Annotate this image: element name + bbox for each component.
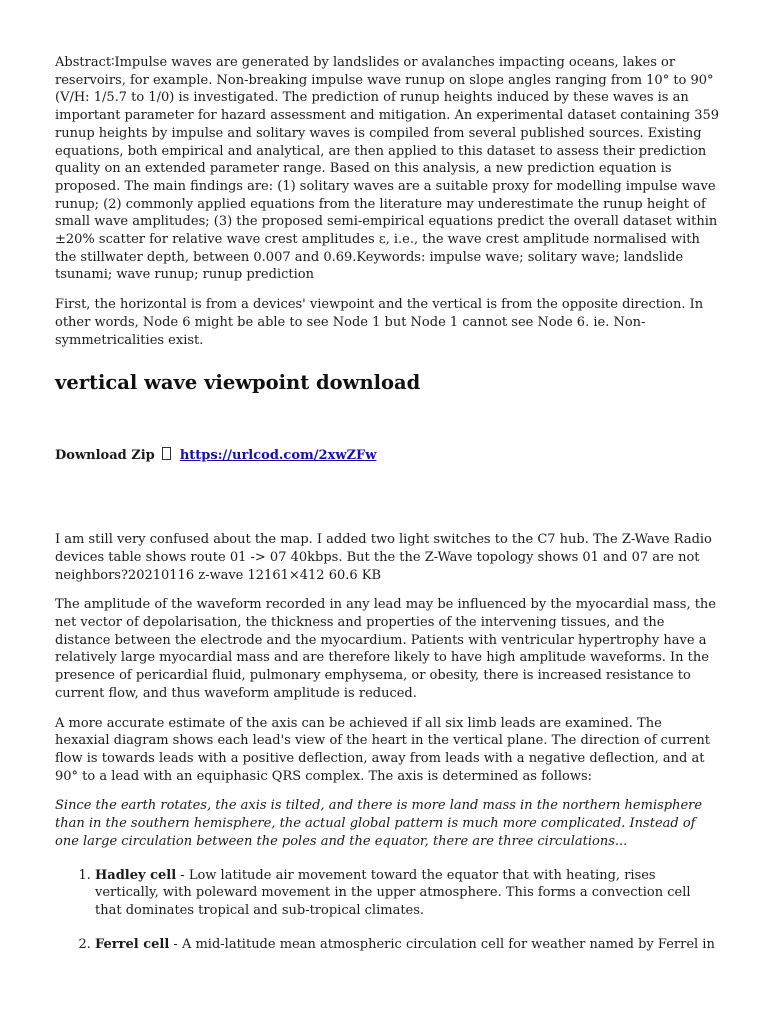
page-title: vertical wave viewpoint download <box>55 371 421 395</box>
download-link[interactable]: https://urlcod.com/2xwZFw <box>179 448 377 464</box>
map-paragraph: I am still very confused about the map. I added two light switches to the C7 hub. The Z-Wave Radio devices table shows route 01 -> 07 40kbps. But the the Z-Wave topology shows 01 and 07 are not neighbors?20210116 z-wave 12161×412 60.6 KB <box>55 532 712 583</box>
list-item <box>95 867 720 920</box>
list-item-term: Ferrel cell <box>95 936 170 952</box>
circulation-list <box>55 867 720 954</box>
abstract-paragraph: Abstract∶Impulse waves are generated by landslides or avalanches impacting oceans, lakes or reservoirs, for example. Non-breaking impulse wave runup on slope angles ranging from 10° to 90° (V/H: 1/5.7 to 1/0) is investigated. The prediction of runup heights induced by these waves is an important parameter for hazard assessment and mitigation. An experimental dataset containing 359 runup heights by impulse and solitary waves is compiled from several published sources. Existing equations, both empirical and analytical, are then applied to this dataset to assess their prediction quality on an extended parameter range. Based on this analysis, a new prediction equation is proposed. The main findings are: (1) solitary waves are a suitable proxy for modelling impulse wave runup; (2) commonly applied equations from the literature may underestimate the runup height of small wave amplitudes; (3) the proposed semi-empirical equations predict the overall dataset within ±20% scatter for relative wave crest amplitudes ε, i.e., the wave crest amplitude normalised with the stillwater depth, between 0.007 and 0.69.Keywords: impulse wave; solitary wave; landslide tsunami; wave runup; runup prediction <box>55 55 720 283</box>
download-label: Download Zip <box>55 448 155 464</box>
amplitude-paragraph: The amplitude of the waveform recorded in any lead may be influenced by the myocardial mass, the net vector of depolarisation, the thickness and properties of the intervening tissues, and the distance between the electrode and the myocardium. Patients with ventricular hypertrophy have a relatively large myocardial mass and are therefore likely to have high amplitude waveforms. In the presence of pericardial fluid, pulmonary emphysema, or obesity, there is increased resistance to current flow, and thus waveform amplitude is reduced. <box>55 597 716 701</box>
list-item-term: Hadley cell <box>95 867 177 883</box>
list-item-text: - Low latitude air movement toward the equator that with heating, rises vertically, with poleward movement in the upper atmosphere. This forms a convection cell that dominates tropical and sub-tropical climates. <box>95 867 691 918</box>
list-item-text: - A mid-latitude mean atmospheric circulation cell for weather named by Ferrel in <box>169 936 715 952</box>
axis-paragraph: A more accurate estimate of the axis can be achieved if all six limb leads are examined. The hexaxial diagram shows each lead's view of the heart in the vertical plane. The direction of current flow is towards leads with a positive deflection, away from leads with a negative deflection, and at 90° to a lead with an equiphasic QRS complex. The axis is determined as follows: <box>55 715 711 784</box>
missing-glyph-icon <box>162 447 171 460</box>
download-line <box>55 447 720 465</box>
document-body <box>55 54 720 969</box>
list-item <box>95 936 720 954</box>
quote-paragraph: Since the earth rotates, the axis is tilted, and there is more land mass in the northern hemisphere than in the southern hemisphere, the actual global pattern is much more complicated. Instead of one large circulation between the poles and the equator, there are three circulations... <box>55 798 703 849</box>
intro-paragraph: First, the horizontal is from a devices' viewpoint and the vertical is from the opposite direction. In other words, Node 6 might be able to see Node 1 but Node 1 cannot see Node 6. ie. Non-symmetricalities exist. <box>55 297 704 348</box>
